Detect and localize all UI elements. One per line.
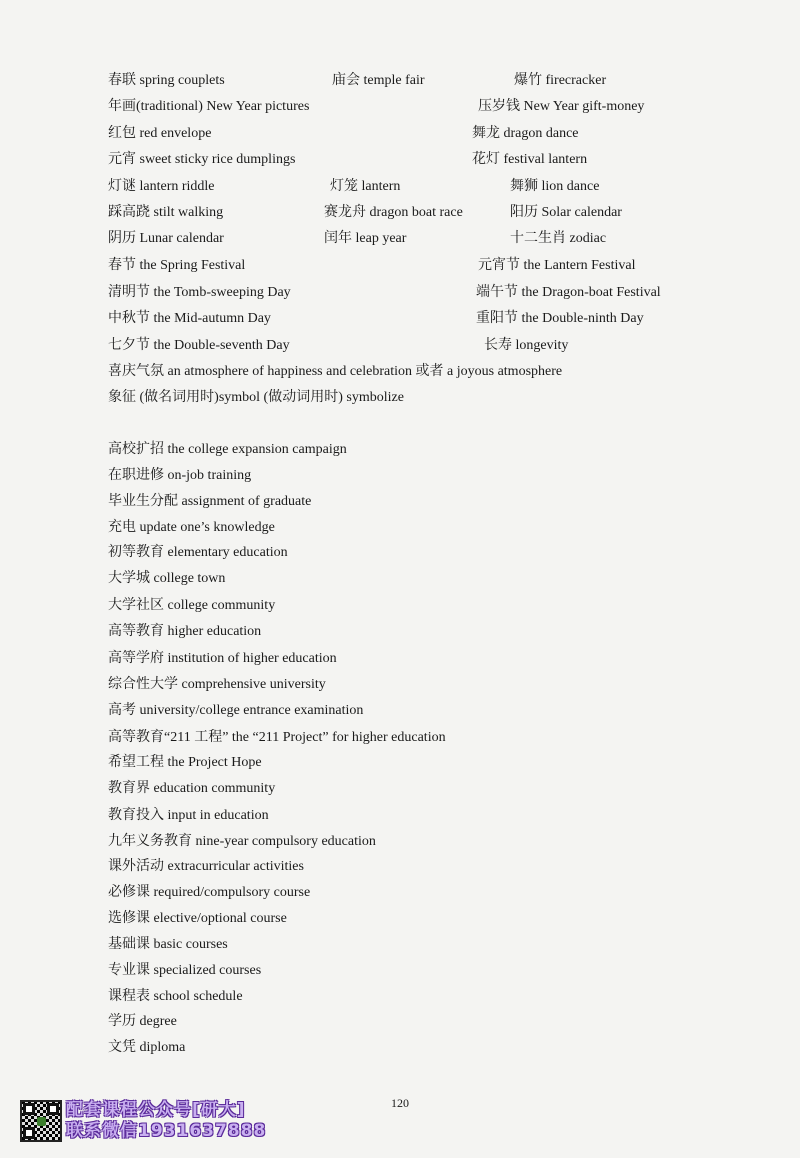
list-item: 综合性大学 comprehensive university	[108, 677, 326, 692]
term: 十二生肖 zodiac	[510, 231, 607, 246]
list-item: 文凭 diploma	[108, 1040, 186, 1055]
list-item: 充电 update one’s knowledge	[108, 520, 275, 535]
list-item: 大学社区 college community	[108, 598, 276, 613]
list-item: 课外活动 extracurricular activities	[108, 859, 304, 874]
list-item: 课程表 school schedule	[108, 989, 243, 1004]
term: 年画(traditional) New Year pictures	[108, 99, 310, 114]
page-number: 120	[391, 1096, 409, 1110]
term: 赛龙舟 dragon boat race	[324, 205, 463, 220]
term: 闰年 leap year	[324, 231, 407, 246]
term: 阳历 Solar calendar	[510, 205, 622, 220]
term: 七夕节 the Double-seventh Day	[108, 338, 290, 353]
term: 端午节 the Dragon-boat Festival	[476, 285, 661, 300]
list-item: 九年义务教育 nine-year compulsory education	[108, 834, 376, 849]
list-item: 教育投入 input in education	[108, 808, 269, 823]
term: 庙会 temple fair	[332, 73, 425, 88]
list-item: 大学城 college town	[108, 571, 226, 586]
term: 元宵 sweet sticky rice dumplings	[108, 152, 296, 167]
term: 元宵节 the Lantern Festival	[478, 258, 636, 273]
list-item: 初等教育 elementary education	[108, 545, 288, 560]
list-item: 高等教育“211 工程” the “211 Project” for higher education	[108, 730, 446, 745]
list-item: 高等学府 institution of higher education	[108, 651, 337, 666]
list-item: 高等教育 higher education	[108, 624, 262, 639]
term: 喜庆气氛 an atmosphere of happiness and celebration 或者 a joyous atmosphere	[108, 364, 563, 379]
term: 舞狮 lion dance	[510, 179, 600, 194]
list-item: 在职进修 on-job training	[108, 468, 252, 483]
term: 灯谜 lantern riddle	[108, 179, 215, 194]
list-item: 学历 degree	[108, 1014, 177, 1029]
term: 阴历 Lunar calendar	[108, 231, 224, 246]
qr-code-icon	[20, 1100, 62, 1142]
list-item: 专业课 specialized courses	[108, 963, 262, 978]
list-item: 选修课 elective/optional course	[108, 911, 287, 926]
term: 清明节 the Tomb-sweeping Day	[108, 285, 291, 300]
list-item: 必修课 required/compulsory course	[108, 885, 311, 900]
term: 中秋节 the Mid-autumn Day	[108, 311, 271, 326]
term: 花灯 festival lantern	[472, 152, 588, 167]
term: 压岁钱 New Year gift-money	[478, 99, 645, 114]
list-item: 高校扩招 the college expansion campaign	[108, 442, 347, 457]
promo-line-2: 联系微信1931637888	[66, 1121, 267, 1141]
promo-line-1: 配套课程公众号[研大]	[66, 1100, 246, 1120]
term: 象征 (做名词用时)symbol (做动词用时) symbolize	[108, 390, 404, 405]
term: 踩高跷 stilt walking	[108, 205, 224, 220]
list-item: 希望工程 the Project Hope	[108, 755, 262, 770]
term: 红包 red envelope	[108, 126, 212, 141]
term: 长寿 longevity	[484, 338, 569, 353]
term: 春节 the Spring Festival	[108, 258, 246, 273]
list-item: 教育界 education community	[108, 781, 276, 796]
term: 舞龙 dragon dance	[472, 126, 579, 141]
term: 重阳节 the Double-ninth Day	[476, 311, 644, 326]
list-item: 毕业生分配 assignment of graduate	[108, 494, 312, 509]
term: 爆竹 firecracker	[514, 73, 607, 88]
list-item: 高考 university/college entrance examination	[108, 703, 364, 718]
term: 春联 spring couplets	[108, 73, 225, 88]
term: 灯笼 lantern	[330, 179, 401, 194]
promo-text	[66, 1100, 266, 1142]
footer-watermark	[20, 1098, 266, 1144]
list-item: 基础课 basic courses	[108, 937, 228, 952]
